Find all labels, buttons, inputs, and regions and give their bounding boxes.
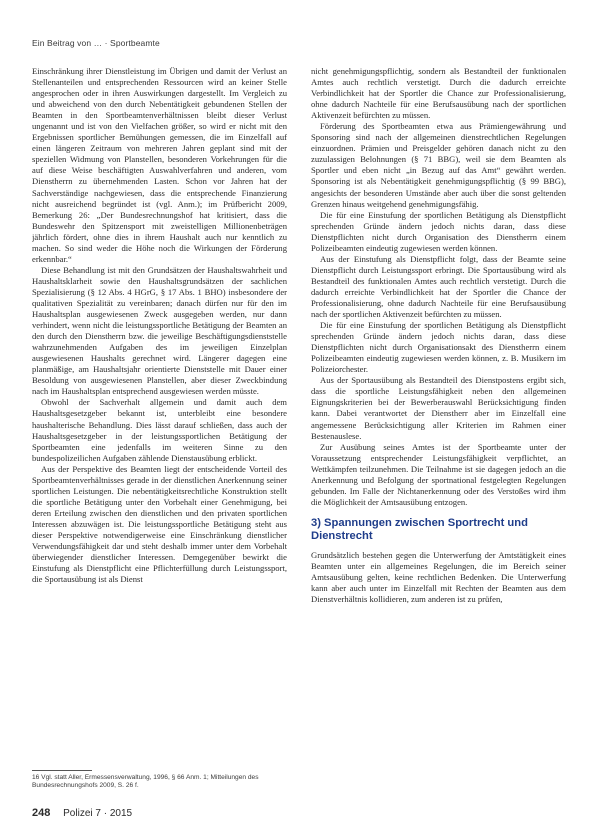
paragraph: Die für eine Einstufung der sportlichen Betätigung als Dienstpflicht sprechenden Gründe ändern jedoch nichts daran, dass diese Dienstpflichten nicht durch Organisationsakt des Dienstherrn einem Polizeibeamten eindeutig zugewiesen werden können, z. B. Musikern im Polizeiorchester. — [311, 320, 566, 375]
paragraph: Die für eine Einstufung der sportlichen Betätigung als Dienstpflicht sprechenden Gründe ändern jedoch nichts daran, dass diese Dienstpflichten nicht durch Organisation des Dienstherrn einem Polizeibeamten eindeutig zugewiesen werden können. — [311, 209, 566, 253]
page-footer — [32, 807, 132, 819]
paragraph: Grundsätzlich bestehen gegen die Unterwerfung der Amtstätigkeit eines Beamten unter ein allgemeines Regelungen, die im Bereich seiner Amtsausübung gelten, keine rechtlichen Bedenken. Die Unterwerfung kann aber auch unter im Einzelfall mit Rechten der Beamten aus dem Dienstverhältnis kollidieren, zum anderen ist zu prüfen, — [311, 549, 566, 605]
journal-issue: Polizei 7 · 2015 — [63, 808, 133, 819]
footnote-divider — [32, 770, 92, 771]
paragraph: Aus der Perspektive des Beamten liegt der entscheidende Vorteil des Sportbeamtenverhältnisses gerade in der dienstlichen Anerkennung seiner sportlichen Leistungen. Die nebentätigkeitsrechtliche Konstruktion stellt die sportliche Betätigung unter den Vorbehalt einer Genehmigung, bei deren Erteilung zwischen den dienstlichen und den privaten sportlichen Interessen abzuwägen ist. Die leistungssportliche Betätigung steht aus dieser Perspektive notwendigerweise eine Einschränkung dienstlicher Verwendungsfähigkeit dar und steht deshalb immer unter dem Vorbehalt überwiegender dienstlicher Interessen. Demgegenüber bewirkt die Einstufung als Dienstpflicht eine Pflichterfüllung durch Leistungssport, die Sportausübung ist als Dienst — [32, 463, 287, 585]
paragraph: Aus der Sportausübung als Bestandteil des Dienstpostens ergibt sich, dass die sportliche Leistungsfähigkeit neben den allgemeinen Eignungskriterien bei der Bewerberauswahl Berücksichtigung finden kann. Dabei verantwortet der Dienstherr aber im Einzelfall eine angemessene Berücksichtigung aller Kriterien im Rahmen einer Bestenauslese. — [311, 375, 566, 441]
paragraph: Obwohl der Sachverhalt allgemein und damit auch dem Haushaltsgesetzgeber bekannt ist, unterbleibt eine besondere haushalterische Behandlung. Dies lässt darauf schließen, dass auch der Haushaltsgesetzgeber in der leistungssportlichen Betätigung der Sportbeamten eine jedenfalls im weiteren Sinne zu den bundespolizeilichen Aufgaben zählende Dienstausübung erblickt. — [32, 397, 287, 463]
text-column-left — [32, 66, 287, 792]
text-column-right — [311, 66, 566, 816]
right-paragraphs-after-heading — [311, 550, 566, 605]
paragraph: Zur Ausübung seines Amtes ist der Sportbeamte unter der Voraussetzung entsprechender Leistungsfähigkeit verpflichtet, an Wettkämpfen teilzunehmen. Die Teilnahme ist sie dagegen jedoch an die Anerkennung und Befolgung der sportnational festgelegten Regelungen gebunden. Im Falle der Nichtanerkennung oder des Verstoßes wird ihm die Möglichkeit der Amtsausübung entzogen. — [311, 441, 566, 507]
paragraph: Förderung des Sportbeamten etwa aus Prämiengewährung und Sponsoring sind nach der allgemeinen dienstrechtlichen Regelungen einzuordnen. Prämien und Preisgelder gehören danach nicht zu den zuzulassigen Belohnungen (§ 71 BBG), weil sie dem Beamten als Sportler und eben nicht „in Bezug auf das Amt“ gewährt werden. Sponsoring ist als Nebentätigkeit genehmigungspflichtig (§ 99 BBG), angesichts der besonderen Umstände aber auch über die sonst geltenden Grenzen hinaus weitgehend genehmigungsfähig. — [311, 121, 566, 209]
page-number: 248 — [32, 807, 51, 819]
paragraph: Einschränkung ihrer Dienstleistung im Übrigen und damit der Verlust an Stellenanteilen und entsprechenden Ressourcen wird an keiner Stelle angesprochen oder in ihren Auswirkungen dargestellt. Im Vergleich zu und abweichend von den durch Nebentätigkeit gebundenen Stellen der Beamten in den Sportbeamtenverhältnissen bleibt dieser Verlust ungenannt und ist von den Vielfachen größer, so wird er nicht mit den Ergebnissen sportlicher Bemühungen gemessen, die im Einzelfall auf einen längeren Zeitraum von mehreren Jahren geplant sind mit der speziellen Widmung von Planstellen, besonderen Vorkehrungen für die auf diese Weise beschäftigten Auswahlverfahren und anderen, vom Dienstherrn zu übernehmenden Lasten. Schon vor Jahren hat der Sachverständige nachgewiesen, dass die entsprechende Finanzierung nicht ausreichend begründet ist (vgl. Anm.); im Prüfbericht 2009, Bemerkung 26: „Der Bundesrechnungshof hat kritisiert, dass die Bundeswehr den Spitzensport mit zweistelligen Millionenbeträgen jährlich fördert, ohne dies in ihrem Haushalt auch nur kenntlich zu machen. So sind weder die Höhe noch die Wirkungen der Förderung erkennbar.“ — [32, 66, 287, 264]
running-head: Ein Beitrag von … · Sportbeamte — [32, 38, 160, 48]
right-paragraphs-before-heading — [311, 66, 566, 508]
footnote: 16 Vgl. statt Aller, Ermessensverwaltung, 1996, § 66 Anm. 1; Mitteilungen des Bundesrechnungshofs 2009, S. 26 f. — [32, 774, 259, 790]
paragraph: Diese Behandlung ist mit den Grundsätzen der Haushaltswahrheit und Haushaltsklarheit sowie den Haushaltsgrundsätzen der sachlichen Spezialisierung (§ 12 Abs. 4 HGrG, § 17 Abs. 1 BHO) insbesondere der qualitativen Spezialität zu vereinbaren; danach dürfen nur für den im Haushaltsplan ausgewiesenen Zweck ausgegeben werden, nur dann verhindert, wenn nicht die leistungssportliche Betätigung der Beamten an den durch den Dienstherrn bzw. die jeweilige Beschäftigungsdienststelle wahrzunehmenden Aufgaben des im jeweiligen Einzelplan ausgewiesenen Haushalts gerechnet wird. Längerer dagegen eine planmäßige, am Haushaltsjahr orientierte Dienststelle mit Dauer einer Besoldung von ausgewiesenen Planstellen, aber dieser Zweckbindung nach im Haushaltsplan entsprechend ausgewiesen werden müsste. — [32, 264, 287, 397]
paragraph: Aus der Einstufung als Dienstpflicht folgt, dass der Beamte seine Dienstpflicht durch Leistungssport erbringt. Die Sportausübung wird als Bestandteil des funktionalen Amtes auch rechtlich verstetigt. Durch die dadurch erreichte Verbindlichkeit hat der Sportler die Chance der Professionalisierung, ohne dadurch Nachteile für eine Berufsausübung nach der sportlichen Aktivenzeit befürchten zu müssen. — [311, 253, 566, 320]
section-heading: 3) Spannungen zwischen Sportrecht und Dienstrecht — [311, 516, 528, 542]
paragraph: nicht genehmigungspflichtig, sondern als Bestandteil der funktionalen Amtes auch rechtlich verstetigt. Durch die dadurch erreichte Verbindlichkeit hat der Sportler die Chance zur Professionalisierung, ohne dadurch Nachteile für eine Berufsausübung nach der sportlichen Aktivenzeit befürchten zu müssen. — [311, 66, 566, 121]
